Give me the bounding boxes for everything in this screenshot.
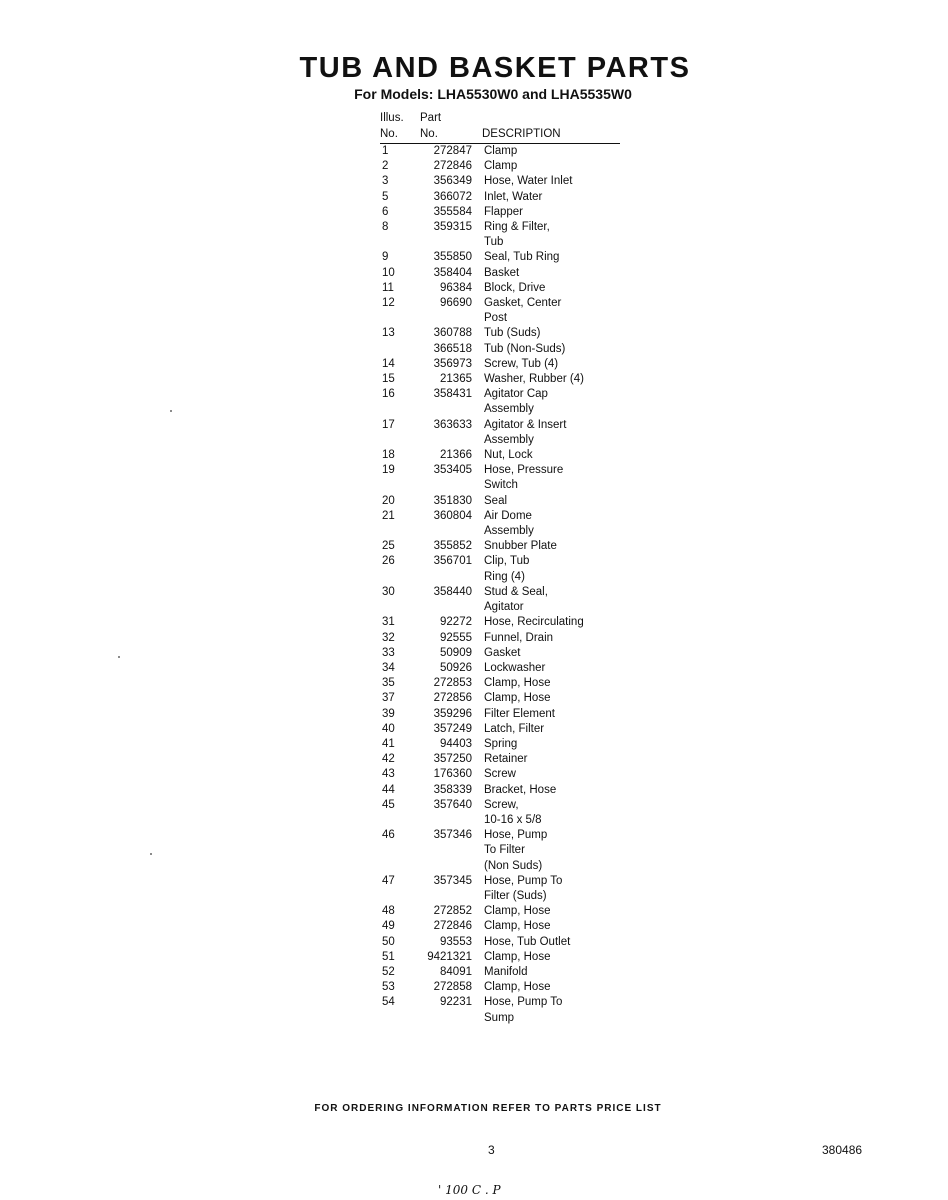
table-row: [380, 494, 620, 509]
description-line: Retainer: [484, 753, 528, 766]
part-description: [484, 950, 614, 965]
illus-number: 52: [382, 965, 395, 978]
part-description: [484, 707, 614, 722]
header-part: Part: [420, 112, 442, 124]
illus-number: 15: [382, 373, 395, 386]
part-number: 272853: [433, 677, 472, 690]
illus-number: 54: [382, 996, 395, 1009]
page-subtitle: For Models: LHA5530W0 and LHA5535W0: [354, 86, 632, 102]
illus-number: 34: [382, 661, 395, 674]
illus-number: 18: [382, 449, 395, 462]
description-line: Assembly: [484, 525, 534, 538]
description-line: Hose, Pump: [484, 829, 548, 842]
part-description: [484, 266, 614, 281]
illus-number: 31: [382, 616, 395, 629]
illus-number: 46: [382, 829, 395, 842]
illus-number: 51: [382, 950, 395, 963]
description-line: Agitator Cap: [484, 388, 548, 401]
table-row: [380, 965, 620, 980]
part-number: 356701: [433, 555, 472, 568]
table-row: [380, 737, 620, 752]
description-line: Ring & Filter,: [484, 221, 550, 234]
description-line: Agitator & Insert: [484, 418, 567, 431]
description-line: Clamp, Hose: [484, 950, 551, 963]
part-description: [484, 935, 614, 950]
part-number: 366518: [433, 342, 472, 355]
description-line: Screw, Tub (4): [484, 357, 559, 370]
table-row: [380, 980, 620, 995]
illus-number: 35: [382, 677, 395, 690]
part-description: [484, 691, 614, 706]
part-number: 353405: [433, 464, 472, 477]
table-row: [380, 767, 620, 782]
description-line: Clip, Tub: [484, 555, 530, 568]
header-description: DESCRIPTION: [482, 128, 561, 140]
part-description: [484, 995, 614, 1025]
part-description: [484, 281, 614, 296]
part-number: 96690: [440, 297, 472, 310]
part-number: 357640: [433, 798, 472, 811]
description-line: Bracket, Hose: [484, 783, 557, 796]
description-line: Flapper: [484, 205, 523, 218]
scan-speck: [170, 410, 172, 412]
part-number: 50909: [440, 646, 472, 659]
document-number: 380486: [822, 1143, 863, 1157]
table-row: [380, 707, 620, 722]
illus-number: 40: [382, 722, 395, 735]
part-description: [484, 752, 614, 767]
page-title: TUB AND BASKET PARTS: [299, 52, 691, 84]
illus-number: [380, 342, 414, 357]
illus-number: 26: [382, 555, 395, 568]
table-row: [380, 372, 620, 387]
table-row: [380, 250, 620, 265]
part-description: [484, 874, 614, 904]
part-description: [484, 372, 614, 387]
page-number: 3: [488, 1143, 495, 1157]
part-number: 272846: [433, 920, 472, 933]
part-number: 355852: [433, 540, 472, 553]
table-header-bottom: [380, 125, 620, 144]
table-row: [380, 646, 620, 661]
part-number: 84091: [440, 965, 472, 978]
table-row: [380, 615, 620, 630]
illus-number: 3: [382, 175, 389, 188]
part-number: 92555: [440, 631, 472, 644]
table-row: [380, 631, 620, 646]
illus-number: 6: [382, 205, 389, 218]
part-number: 96384: [440, 281, 472, 294]
table-row: [380, 357, 620, 372]
illus-number: 1: [382, 145, 389, 157]
part-description: [484, 980, 614, 995]
illus-number: 11: [382, 281, 394, 294]
table-row: [380, 174, 620, 189]
part-description: [484, 585, 614, 615]
part-description: [484, 676, 614, 691]
illus-number: 41: [382, 737, 395, 750]
part-description: [484, 448, 614, 463]
part-number: 272847: [433, 145, 472, 157]
table-row: [380, 144, 620, 159]
illus-number: 50: [382, 935, 395, 948]
illus-number: 10: [382, 266, 395, 279]
illus-number: 21: [382, 509, 395, 522]
part-number: 272858: [433, 981, 472, 994]
description-line: To Filter: [484, 844, 525, 857]
part-number: 357250: [433, 753, 472, 766]
description-line: Manifold: [484, 965, 528, 978]
table-row: [380, 828, 620, 874]
illus-number: 30: [382, 585, 395, 598]
table-row: [380, 995, 620, 1025]
part-number: 357249: [433, 722, 472, 735]
part-description: [484, 250, 614, 265]
part-description: [484, 174, 614, 189]
part-number: 50926: [440, 661, 472, 674]
part-number: 9421321: [427, 950, 472, 963]
illus-number: 45: [382, 798, 395, 811]
illus-number: 19: [382, 464, 395, 477]
table-row: [380, 585, 620, 615]
description-line: Clamp, Hose: [484, 905, 551, 918]
part-description: [484, 463, 614, 493]
part-description: [484, 509, 614, 539]
description-line: Tub (Non-Suds): [484, 342, 566, 355]
part-description: [484, 737, 614, 752]
table-row: [380, 752, 620, 767]
part-number: 272846: [433, 160, 472, 173]
description-line: Lockwasher: [484, 661, 546, 674]
description-line: 10-16 x 5/8: [484, 813, 542, 826]
part-number: 272856: [433, 692, 472, 705]
description-line: Screw: [484, 768, 516, 781]
part-description: [484, 783, 614, 798]
description-line: Seal, Tub Ring: [484, 251, 560, 264]
part-number: 366072: [433, 190, 472, 203]
part-description: [484, 144, 614, 159]
table-row: [380, 159, 620, 174]
part-description: [484, 828, 614, 874]
illus-number: 20: [382, 494, 395, 507]
description-line: Sump: [484, 1011, 515, 1024]
table-header-top: [380, 111, 620, 125]
part-number: 356973: [433, 357, 472, 370]
part-number: 351830: [433, 494, 472, 507]
illus-number: 2: [382, 160, 389, 173]
part-description: [484, 387, 614, 417]
part-number: 359315: [433, 221, 472, 234]
illus-number: 14: [382, 357, 395, 370]
illus-number: 42: [382, 753, 395, 766]
table-row: [380, 539, 620, 554]
scan-speck: [150, 853, 152, 855]
description-line: Assembly: [484, 403, 534, 416]
part-number: 355584: [433, 205, 472, 218]
description-line: Clamp: [484, 145, 518, 157]
part-number: 355850: [433, 251, 472, 264]
table-row: [380, 691, 620, 706]
table-row: [380, 783, 620, 798]
description-line: Hose, Pressure: [484, 464, 564, 477]
table-row: [380, 722, 620, 737]
part-number: 358404: [433, 266, 472, 279]
part-number: 360804: [433, 509, 472, 522]
table-row: [380, 798, 620, 828]
part-number: 358431: [433, 388, 472, 401]
table-row: [380, 418, 620, 448]
table-row: [380, 448, 620, 463]
header-no-part: No.: [420, 128, 438, 140]
table-row: [380, 919, 620, 934]
table-body: [380, 144, 620, 1026]
part-description: [484, 798, 614, 828]
description-line: Clamp, Hose: [484, 920, 551, 933]
part-description: [484, 159, 614, 174]
description-line: (Non Suds): [484, 859, 543, 872]
description-line: Snubber Plate: [484, 540, 557, 553]
illus-number: 25: [382, 540, 395, 553]
illus-number: 17: [382, 418, 395, 431]
description-line: Hose, Pump To: [484, 996, 563, 1009]
handwritten-mark: ' 100 C . P: [438, 1183, 501, 1197]
table-row: [380, 296, 620, 326]
scan-speck: [118, 656, 120, 658]
part-description: [484, 357, 614, 372]
description-line: Seal: [484, 494, 508, 507]
description-line: Clamp, Hose: [484, 677, 551, 690]
part-description: [484, 965, 614, 980]
description-line: Block, Drive: [484, 281, 546, 294]
description-line: Hose, Water Inlet: [484, 175, 573, 188]
part-description: [484, 631, 614, 646]
table-row: [380, 509, 620, 539]
part-number: 363633: [433, 418, 472, 431]
table-row: [380, 266, 620, 281]
description-line: Ring (4): [484, 570, 525, 583]
part-number: 357345: [433, 874, 472, 887]
table-row: [380, 342, 620, 357]
part-number: 356349: [433, 175, 472, 188]
header-illus: Illus.: [380, 112, 404, 124]
illus-number: 37: [382, 692, 395, 705]
part-description: [484, 418, 614, 448]
parts-table: [380, 111, 620, 1026]
table-row: [380, 281, 620, 296]
illus-number: 49: [382, 920, 395, 933]
description-line: Post: [484, 312, 508, 325]
part-number: 94403: [440, 737, 472, 750]
part-description: [484, 904, 614, 919]
part-description: [484, 646, 614, 661]
part-number: 358339: [433, 783, 472, 796]
table-row: [380, 874, 620, 904]
illus-number: 13: [382, 327, 395, 340]
part-number: 359296: [433, 707, 472, 720]
part-description: [484, 494, 614, 509]
description-line: Hose, Tub Outlet: [484, 935, 571, 948]
part-number: 358440: [433, 585, 472, 598]
description-line: Latch, Filter: [484, 722, 545, 735]
description-line: Hose, Pump To: [484, 874, 563, 887]
description-line: Washer, Rubber (4): [484, 373, 584, 386]
part-description: [484, 342, 614, 357]
part-description: [484, 767, 614, 782]
table-row: [380, 220, 620, 250]
illus-number: 47: [382, 874, 395, 887]
illus-number: 12: [382, 297, 395, 310]
part-description: [484, 205, 614, 220]
part-number: 360788: [433, 327, 472, 340]
table-row: [380, 950, 620, 965]
description-line: Tub (Suds): [484, 327, 541, 340]
description-line: Air Dome: [484, 509, 532, 522]
description-line: Clamp, Hose: [484, 692, 551, 705]
part-description: [484, 296, 614, 326]
description-line: Filter (Suds): [484, 889, 547, 902]
ordering-note: FOR ORDERING INFORMATION REFER TO PARTS PRICE LIST: [314, 1103, 662, 1114]
illus-number: 43: [382, 768, 395, 781]
part-number: 92272: [440, 616, 472, 629]
table-row: [380, 326, 620, 341]
description-line: Assembly: [484, 433, 534, 446]
illus-number: 5: [382, 190, 389, 203]
part-description: [484, 220, 614, 250]
illus-number: 48: [382, 905, 395, 918]
table-row: [380, 676, 620, 691]
table-row: [380, 190, 620, 205]
table-row: [380, 387, 620, 417]
description-line: Nut, Lock: [484, 449, 533, 462]
header-no-illus: No.: [380, 128, 398, 140]
part-description: [484, 554, 614, 584]
part-number: 92231: [440, 996, 472, 1009]
part-number: 176360: [433, 768, 472, 781]
description-line: Screw,: [484, 798, 519, 811]
description-line: Tub: [484, 236, 504, 249]
part-description: [484, 190, 614, 205]
description-line: Stud & Seal,: [484, 585, 548, 598]
part-description: [484, 326, 614, 341]
description-line: Hose, Recirculating: [484, 616, 584, 629]
description-line: Funnel, Drain: [484, 631, 554, 644]
table-row: [380, 463, 620, 493]
illus-number: 8: [382, 221, 389, 234]
part-description: [484, 919, 614, 934]
description-line: Filter Element: [484, 707, 555, 720]
part-description: [484, 722, 614, 737]
illus-number: 53: [382, 981, 395, 994]
illus-number: 32: [382, 631, 395, 644]
part-description: [484, 615, 614, 630]
part-number: 21366: [440, 449, 472, 462]
part-description: [484, 661, 614, 676]
table-row: [380, 661, 620, 676]
illus-number: 39: [382, 707, 395, 720]
description-line: Clamp: [484, 160, 518, 173]
illus-number: 16: [382, 388, 395, 401]
illus-number: 44: [382, 783, 395, 796]
part-number: 93553: [440, 935, 472, 948]
description-line: Inlet, Water: [484, 190, 543, 203]
description-line: Gasket, Center: [484, 297, 562, 310]
illus-number: 33: [382, 646, 395, 659]
table-row: [380, 935, 620, 950]
illus-number: 9: [382, 251, 389, 264]
table-row: [380, 554, 620, 584]
description-line: Basket: [484, 266, 520, 279]
part-number: 272852: [433, 905, 472, 918]
part-description: [484, 539, 614, 554]
table-row: [380, 904, 620, 919]
description-line: Gasket: [484, 646, 521, 659]
description-line: Agitator: [484, 601, 524, 614]
part-number: 357346: [433, 829, 472, 842]
description-line: Switch: [484, 479, 518, 492]
description-line: Clamp, Hose: [484, 981, 551, 994]
description-line: Spring: [484, 737, 518, 750]
part-number: 21365: [440, 373, 472, 386]
table-row: [380, 205, 620, 220]
